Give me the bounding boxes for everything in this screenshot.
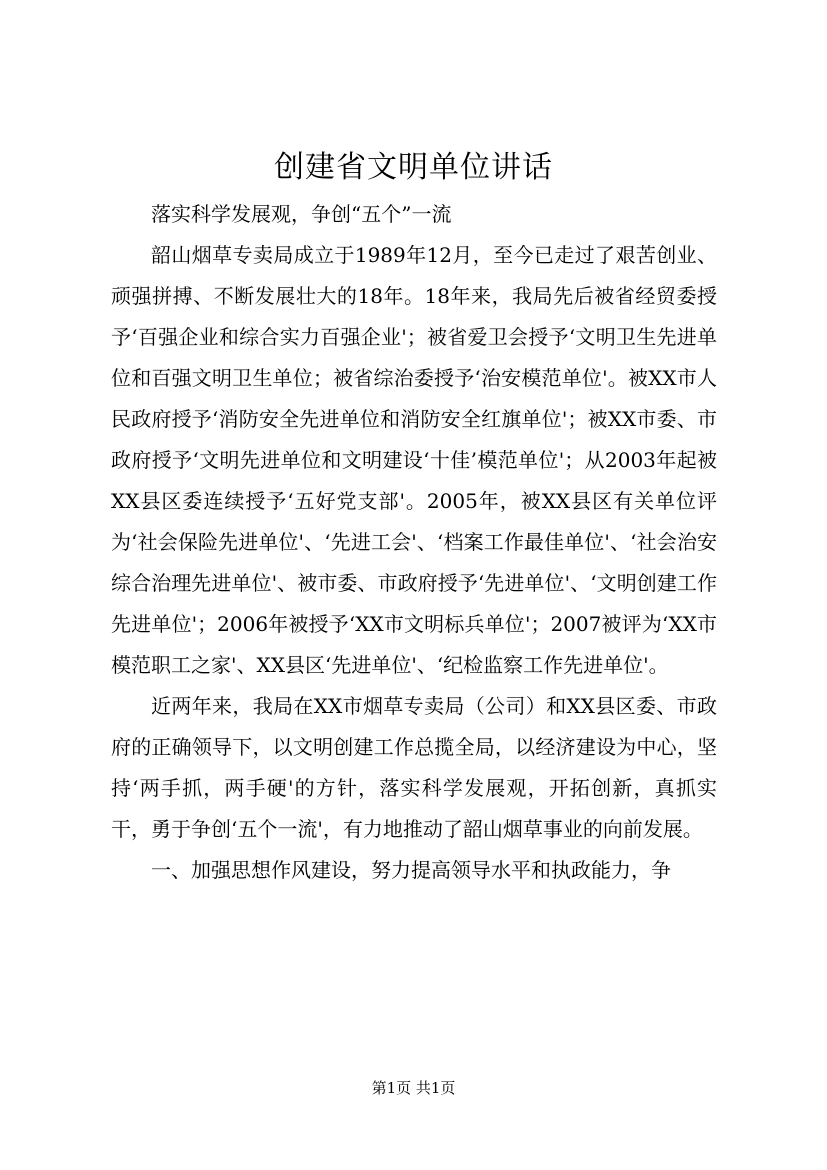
paragraph-1: 韶山烟草专卖局成立于1989年12月，至今已走过了艰苦创业、顽强拼搏、不断发展壮大的18年。18年来，我局先后被省经贸委授予‘百强企业和综合实力百强企业'；被省爱卫会授予‘文明卫生先进单位和百强文明卫生单位；被省综治委授予‘治安模范单位'。被XX市人民政府授予‘消防安全先进单位和消防安全红旗单位'；被XX市委、市政府授予‘文明先进单位和文明建设‘十佳’模范单位'；从2003年起被XX县区委连续授予‘五好党支部'。2005年，被XX县区有关单位评为‘社会保险先进单位'、‘先进工会'、‘档案工作最佳单位'、‘社会治安综合治理先进单位'、被市委、市政府授予‘先进单位'、‘文明创建工作先进单位'；2006年被授予‘XX市文明标兵单位'；2007被评为‘XX市模范职工之家'、XX县区‘先进单位'、‘纪检监察工作先进单位'。: [111, 243, 717, 677]
document-body: [111, 194, 717, 891]
paragraph-2: 近两年来，我局在XX市烟草专卖局（公司）和XX县区委、市政府的正确领导下，以文明创建工作总揽全局，以经济建设为中心，坚持‘两手抓，两手硬'的方针，落实科学发展观，开拓创新，真抓实干，勇于争创‘五个一流'，有力地推动了韶山烟草事业的向前发展。: [111, 694, 717, 841]
page-footer: 第1页 共1页: [371, 1079, 456, 1097]
paragraph-3: 一、加强思想作风建设，努力提高领导水平和执政能力，争: [151, 858, 671, 882]
document-title: 创建省文明单位讲话: [274, 150, 553, 185]
document-subtitle: 落实科学发展观，争创“五个”一流: [151, 202, 452, 226]
